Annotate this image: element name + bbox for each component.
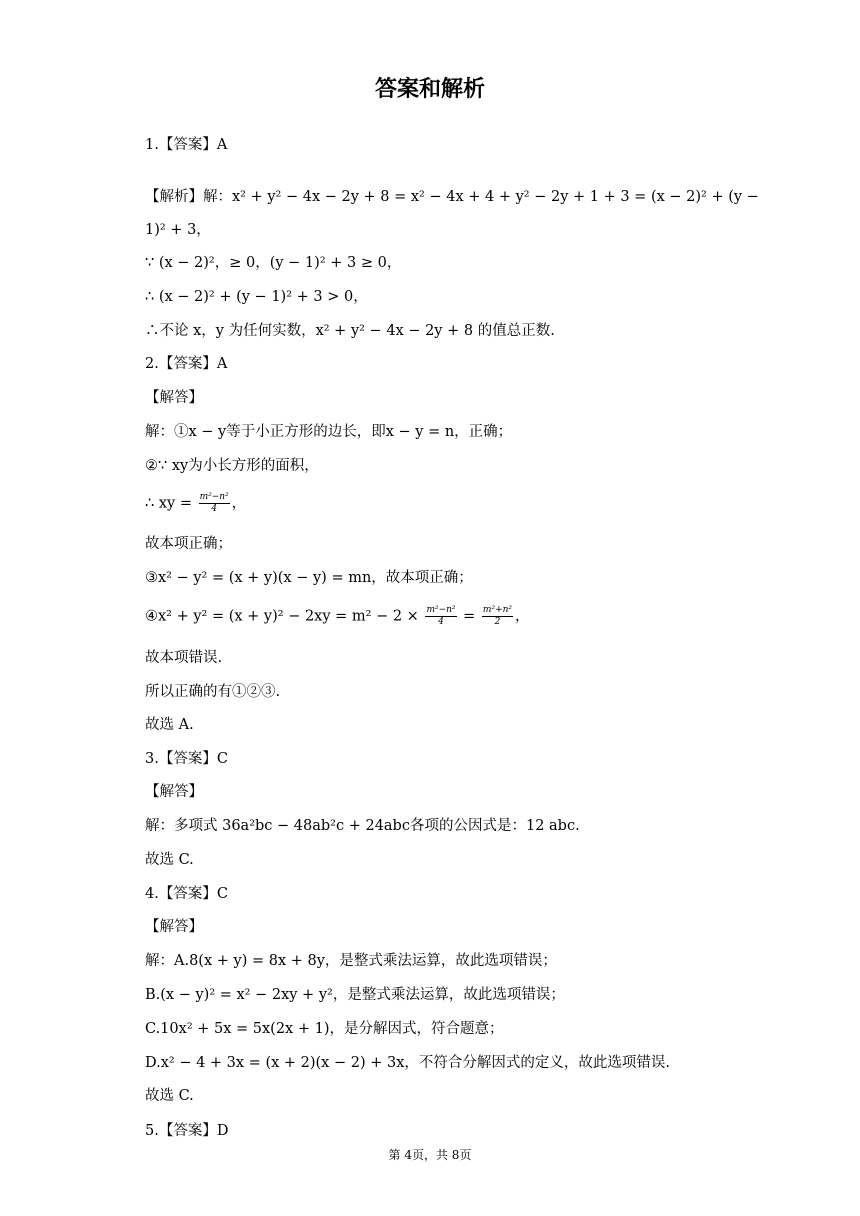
solution-2-conclusion: 故选 A. bbox=[145, 717, 194, 733]
fraction-numerator: m²−n² bbox=[426, 605, 456, 615]
fraction bbox=[199, 492, 230, 515]
equation-prefix: ④x² + y² = (x + y)² − 2xy = m² − 2 × bbox=[145, 608, 424, 625]
answer-5: 5.【答案】D bbox=[145, 1123, 229, 1139]
fraction-numerator: m²+n² bbox=[482, 605, 513, 615]
solution-4-option-b: B.(x − y)² = x² − 2xy + y²，是整式乘法运算，故此选项错误； bbox=[145, 987, 565, 1003]
fraction-denominator: 2 bbox=[494, 617, 501, 627]
solution-4-option-c: C.10x² + 5x = 5x(2x + 1)，是分解因式，符合题意； bbox=[145, 1021, 504, 1037]
solution-2-line-7: 故本项错误. bbox=[145, 650, 223, 666]
analysis-1-line-4: ∴ (x − 2)² + (y − 1)² + 3 > 0， bbox=[145, 289, 368, 305]
answer-4: 4.【答案】C bbox=[145, 886, 228, 902]
solution-4-option-d: D.x² − 4 + 3x = (x + 2)(x − 2) + 3x，不符合分解因式的定义，故此选项错误. bbox=[145, 1055, 670, 1071]
analysis-1-line-1: 【解析】解：x² + y² − 4x − 2y + 8 = x² − 4x + 4 + y² − 2y + 1 + 3 = (x − 2)² + (y − bbox=[145, 189, 759, 205]
solution-4-conclusion: 故选 C. bbox=[145, 1088, 194, 1104]
equation-prefix: ∴ xy = bbox=[145, 495, 197, 512]
solution-2-line-6 bbox=[145, 605, 530, 628]
solution-3-line-1: 解：多项式 36a²bc − 48ab²c + 24abc各项的公因式是：12 abc. bbox=[145, 818, 580, 834]
solution-2-line-4: 故本项正确； bbox=[145, 536, 232, 552]
equation-suffix: ， bbox=[515, 608, 530, 625]
solution-heading-4: 【解答】 bbox=[145, 919, 203, 935]
answer-1: 1.【答案】A bbox=[145, 137, 228, 153]
page-footer: 第 4页，共 8页 bbox=[388, 1148, 472, 1162]
answer-2: 2.【答案】A bbox=[145, 356, 228, 372]
solution-4-option-a: 解：A.8(x + y) = 8x + 8y，是整式乘法运算，故此选项错误； bbox=[145, 953, 557, 969]
solution-2-line-3 bbox=[145, 492, 246, 515]
analysis-1-conclusion: ∴不论 x，y 为任何实数，x² + y² − 4x − 2y + 8 的值总正数. bbox=[145, 323, 555, 339]
answer-3: 3.【答案】C bbox=[145, 751, 228, 767]
equation-suffix: ， bbox=[231, 495, 247, 512]
solution-2-line-2: ②∵ xy为小长方形的面积， bbox=[145, 458, 319, 474]
solution-heading-2: 【解答】 bbox=[145, 390, 203, 406]
analysis-1-line-2: 1)² + 3， bbox=[145, 222, 211, 238]
solution-2-line-5: ③x² − y² = (x + y)(x − y) = mn，故本项正确； bbox=[145, 570, 473, 586]
fraction-denominator: 4 bbox=[211, 504, 217, 514]
fraction-denominator: 4 bbox=[438, 617, 444, 627]
solution-2-line-1: 解：①x − y等于小正方形的边长，即x − y = n，正确； bbox=[145, 424, 513, 440]
solution-2-line-8: 所以正确的有①②③. bbox=[145, 684, 281, 700]
fraction-numerator: m²−n² bbox=[199, 492, 229, 502]
fraction bbox=[482, 605, 513, 628]
page-title: 答案和解析 bbox=[374, 77, 485, 102]
solution-heading-3: 【解答】 bbox=[145, 784, 203, 800]
solution-3-conclusion: 故选 C. bbox=[145, 852, 194, 868]
analysis-1-line-3: ∵ (x − 2)²，≥ 0，(y − 1)² + 3 ≥ 0， bbox=[145, 255, 402, 271]
equation-mid: = bbox=[458, 608, 480, 625]
fraction bbox=[425, 605, 456, 628]
